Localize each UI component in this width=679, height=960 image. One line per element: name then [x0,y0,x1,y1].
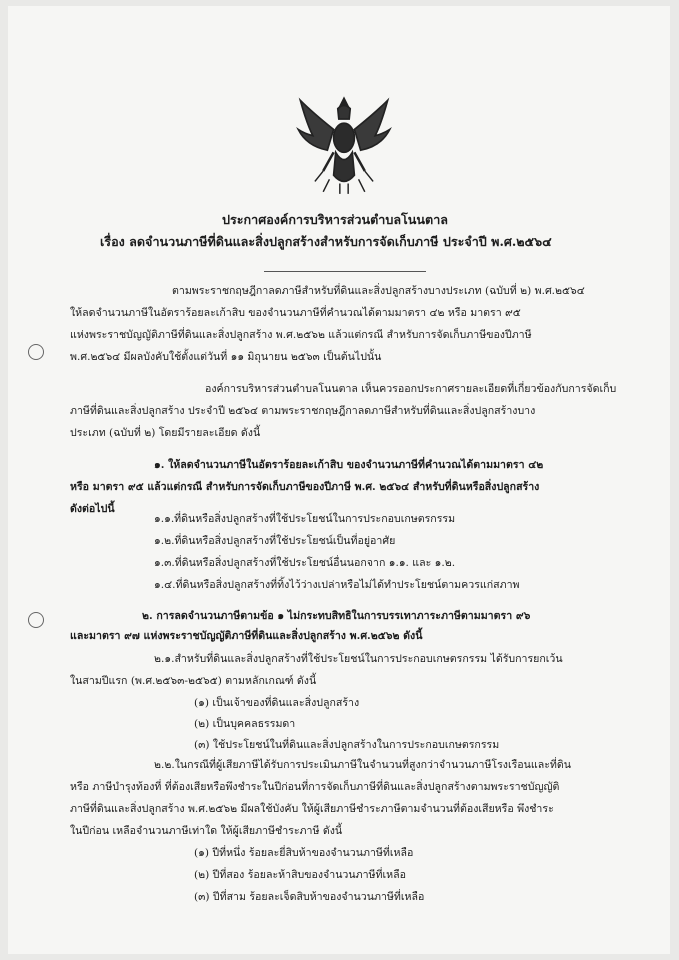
intro-line: ตามพระราชกฤษฎีกาลดภาษีสำหรับที่ดินและสิ่งปลูกสร้างบางประเภท (ฉบับที่ ๒) พ.ศ.๒๕๖๔ [172,285,585,297]
document-title: ประกาศองค์การบริหารส่วนตำบลโนนตาล [222,212,448,227]
section1-item: ๑.๑.ที่ดินหรือสิ่งปลูกสร้างที่ใช้ประโยชน์ในการประกอบเกษตรกรรม [154,513,456,525]
section2-sub1-item: (๒) เป็นบุคคลธรรมดา [194,718,296,730]
section2-sub2-line: ในปีก่อน เหลือจำนวนภาษีเท่าใด ให้ผู้เสียภาษีชำระภาษี ดังนี้ [70,825,343,837]
section2-sub1-line: ในสามปีแรก (พ.ศ.๒๕๖๓-๒๕๖๕) ตามหลักเกณฑ์ ดังนี้ [70,675,317,687]
title-divider [264,271,426,272]
section2-sub2-item: (๑) ปีที่หนึ่ง ร้อยละยี่สิบห้าของจำนวนภาษีที่เหลือ [194,847,414,859]
section1-item: ๑.๒.ที่ดินหรือสิ่งปลูกสร้างที่ใช้ประโยชน์เป็นที่อยู่อาศัย [154,535,396,547]
intro-line: ให้ลดจำนวนภาษีในอัตราร้อยละเก้าสิบ ของจำนวนภาษีที่คำนวณได้ตามมาตรา ๔๒ หรือ มาตรา ๙๕ [70,307,521,319]
section2-heading: ๒. การลดจำนวนภาษีตามข้อ ๑ ไม่กระทบสิทธิในการบรรเทาภาระภาษีตามมาตรา ๙๖ [142,610,531,622]
section2-sub1-line: ๒.๑.สำหรับที่ดินและสิ่งปลูกสร้างที่ใช้ประโยชน์ในการประกอบเกษตรกรรม ได้รับการยกเว้น [154,653,563,665]
punch-hole-top [28,344,44,360]
para2-line: ภาษีที่ดินและสิ่งปลูกสร้าง ประจำปี ๒๕๖๔ ตามพระราชกฤษฎีกาลดภาษีสำหรับที่ดินและสิ่งปลูกสร้างบาง [70,405,536,417]
section2-heading: และมาตรา ๙๗ แห่งพระราชบัญญัติภาษีที่ดินและสิ่งปลูกสร้าง พ.ศ.๒๕๖๒ ดังนี้ [70,630,423,642]
section1-item: ๑.๔.ที่ดินหรือสิ่งปลูกสร้างที่ทิ้งไว้ว่างเปล่าหรือไม่ได้ทำประโยชน์ตามควรแก่สภาพ [154,579,520,591]
section1-heading: ดังต่อไปนี้ [70,503,115,515]
intro-line: แห่งพระราชบัญญัติภาษีที่ดินและสิ่งปลูกสร้าง พ.ศ.๒๕๖๒ แล้วแต่กรณี สำหรับการจัดเก็บภาษีของปีภาษี [70,329,532,341]
para2-line: ประเภท (ฉบับที่ ๒) โดยมีรายละเอียด ดังนี้ [70,427,261,439]
para2-line: องค์การบริหารส่วนตำบลโนนตาล เห็นควรออกประกาศรายละเอียดที่เกี่ยวข้องกับการจัดเก็บ [205,383,617,395]
section1-item: ๑.๓.ที่ดินหรือสิ่งปลูกสร้างที่ใช้ประโยชน์อื่นนอกจาก ๑.๑. และ ๑.๒. [154,557,456,569]
intro-line: พ.ศ.๒๕๖๔ มีผลบังคับใช้ตั้งแต่วันที่ ๑๑ มิถุนายน ๒๕๖๓ เป็นต้นไปนั้น [70,351,382,363]
section1-heading: หรือ มาตรา ๙๕ แล้วแต่กรณี สำหรับการจัดเก็บภาษีของปีภาษี พ.ศ. ๒๕๖๔ สำหรับที่ดินหรือสิ่งปลูกสร้าง [70,481,540,493]
section2-sub2-line: ๒.๒.ในกรณีที่ผู้เสียภาษีได้รับการประเมินภาษีในจำนวนที่สูงกว่าจำนวนภาษีโรงเรือนและที่ดิน [154,759,572,771]
section2-sub2-item: (๓) ปีที่สาม ร้อยละเจ็ดสิบห้าของจำนวนภาษีที่เหลือ [194,891,425,903]
section1-heading: ๑. ให้ลดจำนวนภาษีในอัตราร้อยละเก้าสิบ ของจำนวนภาษีที่คำนวณได้ตามมาตรา ๔๒ [154,459,544,471]
section2-sub2-line: หรือ ภาษีบำรุงท้องที่ ที่ต้องเสียหรือพึงชำระในปีก่อนที่การจัดเก็บภาษีที่ดินและสิ่งปลูกสร้างตามพระราชบัญญัติ [70,781,560,793]
punch-hole-bottom [28,612,44,628]
section2-sub2-item: (๒) ปีที่สอง ร้อยละห้าสิบของจำนวนภาษีที่เหลือ [194,869,406,881]
document-subject: เรื่อง ลดจำนวนภาษีที่ดินและสิ่งปลูกสร้างสำหรับการจัดเก็บภาษี ประจำปี พ.ศ.๒๕๖๔ [100,234,552,249]
section2-sub1-item: (๑) เป็นเจ้าของที่ดินและสิ่งปลูกสร้าง [194,697,360,709]
section2-sub1-item: (๓) ใช้ประโยชน์ในที่ดินและสิ่งปลูกสร้างในการประกอบเกษตรกรรม [194,739,500,751]
document-page [8,6,670,954]
section2-sub2-line: ภาษีที่ดินและสิ่งปลูกสร้าง พ.ศ.๒๕๖๒ มีผลใช้บังคับ ให้ผู้เสียภาษีชำระภาษีตามจำนวนที่ต้องเสียหรือ พึงชำระ [70,803,554,815]
garuda-emblem [292,92,396,196]
